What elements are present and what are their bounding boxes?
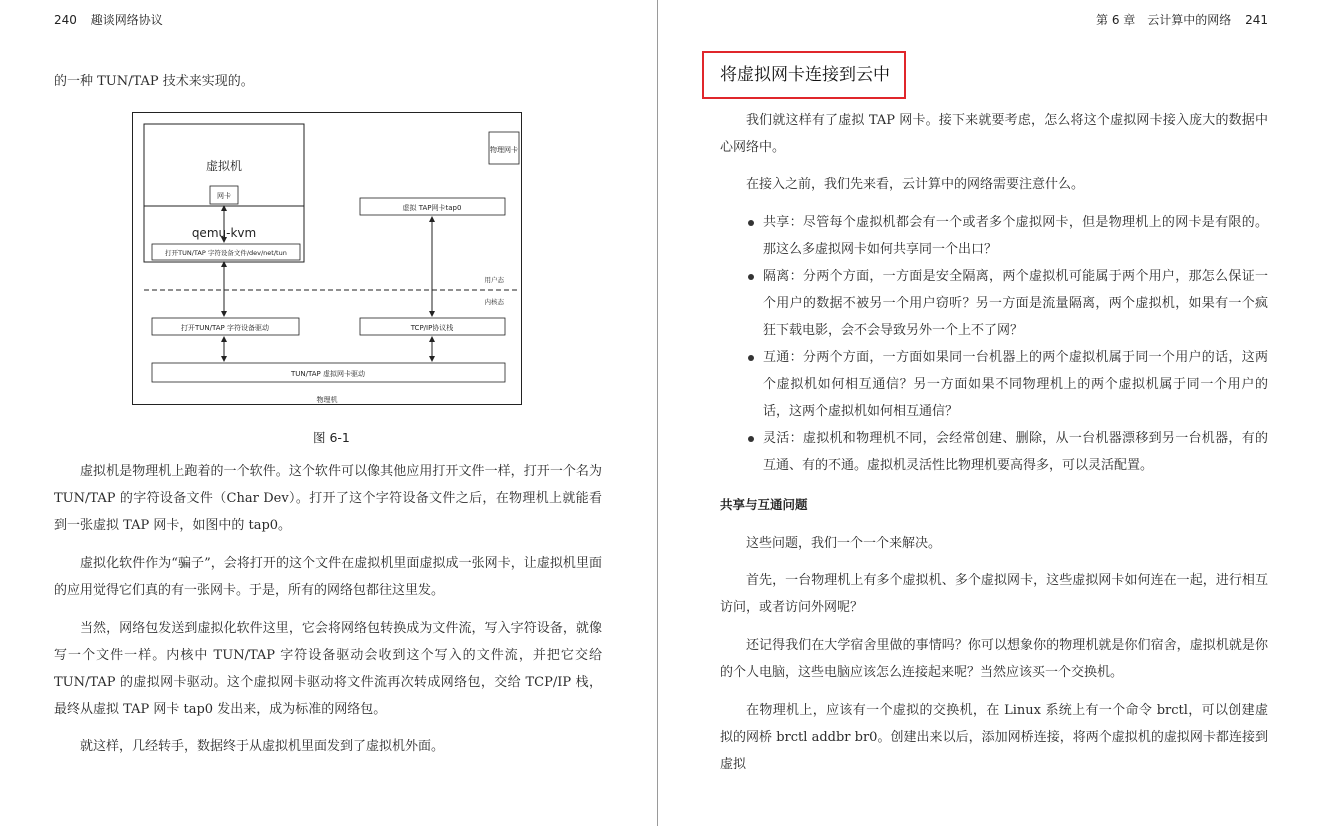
tun-tap-diagram bbox=[132, 112, 522, 409]
right-paragraph: 在接入之前，我们先来看，云计算中的网络需要注意什么。 bbox=[746, 177, 1085, 192]
list-item: 互通：分两个方面，一方面如果同一台机器上的两个虚拟机属于同一个用户的话，这两个虚拟机如何相互通信？另一方面如果不同物理机上的两个虚拟机属于同一个用户的话，这两个虚拟机如何相互通信？ bbox=[746, 344, 1268, 425]
right-paragraph: 我们就这样有了虚拟 TAP 网卡。接下来就要考虑，怎么将这个虚拟网卡接入庞大的数据中心网络中。 bbox=[720, 113, 1268, 155]
right-page-header bbox=[1096, 11, 1268, 28]
qemu-open-file-label: 打开TUN/TAP 字符设备文件/dev/net/tun bbox=[165, 249, 287, 257]
list-item: 灵活：虚拟机和物理机不同，会经常创建、删除，从一台机器漂移到另一台机器，有的互通、有的不通。虚拟机灵活性比物理机要高得多，可以灵活配置。 bbox=[746, 425, 1268, 479]
right-page bbox=[658, 0, 1326, 826]
left-paragraph: 就这样，几经转手，数据终于从虚拟机里面发到了虚拟机外面。 bbox=[80, 739, 445, 754]
vm-nic-label: 网卡 bbox=[217, 192, 231, 200]
book-title: 趣谈网络协议 bbox=[90, 13, 163, 27]
left-page bbox=[0, 0, 657, 826]
left-page-number: 240 bbox=[54, 13, 77, 27]
tuntap-driver-label: TUN/TAP 虚拟网卡驱动 bbox=[291, 370, 365, 378]
subheading: 共享与互通问题 bbox=[720, 497, 808, 512]
qemu-label: qemu-kvm bbox=[191, 226, 257, 240]
list-item: 共享：尽管每个虚拟机都会有一个或者多个虚拟网卡，但是物理机上的网卡是有限的。那这么多虚拟网卡如何共享同一个出口？ bbox=[746, 209, 1268, 263]
right-paragraph: 首先，一台物理机上有多个虚拟机、多个虚拟网卡，这些虚拟网卡如何连在一起，进行相互访问，或者访问外网呢？ bbox=[720, 573, 1268, 615]
right-paragraph: 这些问题，我们一个一个来解决。 bbox=[746, 536, 942, 551]
left-page-header bbox=[54, 11, 163, 28]
list-item: 隔离：分两个方面，一方面是安全隔离，两个虚拟机可能属于两个用户，那怎么保证一个用户的数据不被另一个用户窃听？另一方面是流量隔离，两个虚拟机，如果有一个疯狂下载电影，会不会导致另外一个上不了网？ bbox=[746, 263, 1268, 344]
tcpip-label: TCP/IP协议栈 bbox=[410, 324, 454, 332]
kernel-space-label: 内核态 bbox=[484, 298, 504, 306]
right-page-number: 241 bbox=[1245, 13, 1268, 27]
left-paragraph: 虚拟机是物理机上跑着的一个软件。这个软件可以像其他应用打开文件一样，打开一个名为 TUN/TAP 的字符设备文件（Char Dev）。打开了这个字符设备文件之后，在物理机上就能看到一张虚拟 TAP 网卡，如图中的 tap0。 bbox=[54, 464, 602, 533]
vm-label: 虚拟机 bbox=[205, 159, 243, 173]
user-space-label: 用户态 bbox=[484, 276, 504, 284]
left-paragraph: 当然，网络包发送到虚拟化软件这里，它会将网络包转换成为文件流，写入字符设备，就像写一个文件一样。内核中 TUN/TAP 字符设备驱动会收到这个写入的文件流，并把它交给TUN/TAP 的虚拟网卡驱动。这个虚拟网卡驱动将文件流再次转成网络包，交给 TCP/IP 栈，最终从虚拟 TAP 网卡 tap0 发出来，成为标准的网络包。 bbox=[54, 621, 602, 717]
intro-line: 的一种 TUN/TAP 技术来实现的。 bbox=[54, 74, 254, 89]
right-paragraph: 在物理机上，应该有一个虚拟的交换机，在 Linux 系统上有一个命令 brctl，可以创建虚拟的网桥 brctl addbr br0。创建出来以后，添加网桥连接，将两个虚拟机的虚拟网卡都连接到虚拟 bbox=[720, 703, 1268, 772]
char-driver-label: 打开TUN/TAP 字符设备驱动 bbox=[181, 324, 269, 332]
left-paragraph: 虚拟化软件作为“骗子”，会将打开的这个文件在虚拟机里面虚拟成一张网卡，让虚拟机里面的应用觉得它们真的有一张网卡。于是，所有的网络包都往这里发。 bbox=[54, 556, 602, 598]
considerations-list bbox=[746, 209, 1268, 479]
chapter-title: 第 6 章 云计算中的网络 bbox=[1096, 13, 1232, 27]
section-title: 将虚拟网卡连接到云中 bbox=[702, 51, 906, 99]
figure-caption: 图 6-1 bbox=[313, 430, 350, 445]
physical-machine-label: 物理机 bbox=[316, 396, 338, 404]
right-paragraph: 还记得我们在大学宿舍里做的事情吗？你可以想象你的物理机就是你们宿舍，虚拟机就是你的个人电脑，这些电脑应该怎么连接起来呢？当然应该买一个交换机。 bbox=[720, 638, 1268, 680]
tap0-label: 虚拟 TAP网卡tap0 bbox=[402, 204, 462, 212]
physical-nic-label: 物理网卡 bbox=[490, 146, 518, 154]
